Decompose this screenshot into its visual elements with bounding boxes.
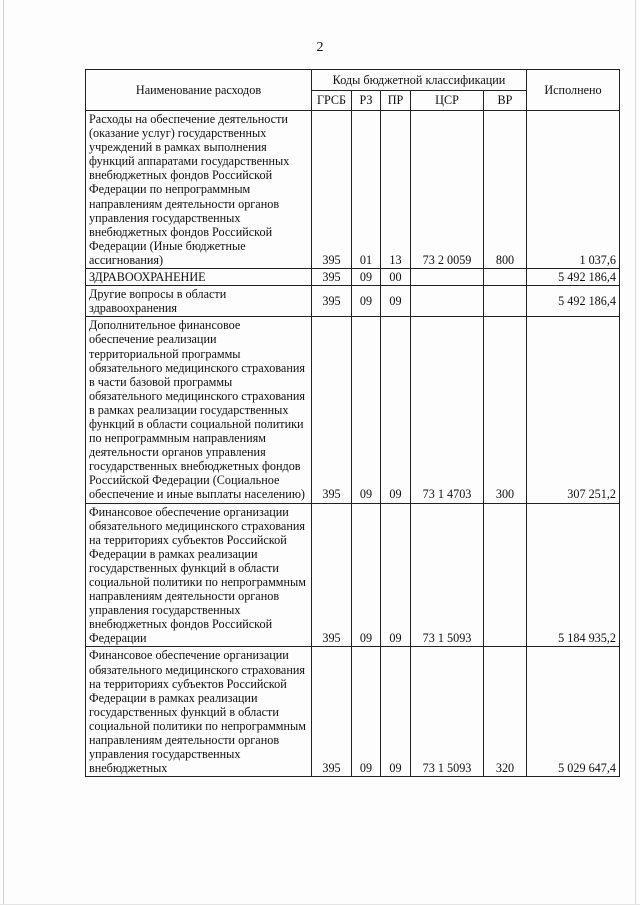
row-vr: 800	[484, 111, 527, 269]
row-done: 307 251,2	[527, 317, 620, 503]
header-grsb: ГРСБ	[312, 91, 352, 111]
header-vr: ВР	[484, 91, 527, 111]
row-name: Финансовое обеспечение организации обязательного медицинского страхования на территориях субъектов Российской Федерации в рамках реализации государственных функций в области социальной политики по непрограммным направлениям деятельности органов управления государственных внебюджетных	[86, 647, 312, 777]
row-grsb: 395	[312, 317, 352, 503]
row-grsb: 395	[312, 111, 352, 269]
row-done: 1 037,6	[527, 111, 620, 269]
row-pr: 13	[381, 111, 411, 269]
row-csr	[411, 286, 484, 317]
table-header-row	[86, 70, 620, 91]
table-row	[86, 269, 620, 286]
row-rz: 09	[352, 503, 381, 647]
row-name: Дополнительное финансовое обеспечение реализации территориальной программы обязательного медицинского страхования в части базовой программы обязательного медицинского страхования в рамках реализации государственных функций в области социальной политики по непрограммным направлениям деятельности органов управления государственных внебюджетных фондов Российской Федерации (Социальное обеспечение и иные выплаты населению)	[86, 317, 312, 503]
row-name: Финансовое обеспечение организации обязательного медицинского страхования на территориях субъектов Российской Федерации в рамках реализации государственных функций в области социальной политики по непрограммным направлениям деятельности органов управления государственных внебюджетных фондов Российской Федерации	[86, 503, 312, 647]
row-done: 5 029 647,4	[527, 647, 620, 777]
row-done: 5 184 935,2	[527, 503, 620, 647]
row-pr: 09	[381, 647, 411, 777]
row-grsb: 395	[312, 286, 352, 317]
row-pr: 00	[381, 269, 411, 286]
row-vr	[484, 286, 527, 317]
scan-edge-left	[3, 0, 4, 905]
page-number: 2	[316, 40, 324, 55]
header-name: Наименование расходов	[86, 70, 312, 111]
header-done: Исполнено	[527, 70, 620, 111]
row-vr: 320	[484, 647, 527, 777]
table-row	[86, 647, 620, 777]
row-rz: 09	[352, 269, 381, 286]
row-csr: 73 1 5093	[411, 647, 484, 777]
row-grsb: 395	[312, 647, 352, 777]
table-row	[86, 286, 620, 317]
row-csr: 73 2 0059	[411, 111, 484, 269]
row-grsb: 395	[312, 269, 352, 286]
row-vr	[484, 269, 527, 286]
row-name: ЗДРАВООХРАНЕНИЕ	[86, 269, 312, 286]
budget-execution-table	[85, 69, 620, 777]
row-rz: 09	[352, 647, 381, 777]
row-pr: 09	[381, 503, 411, 647]
row-rz: 09	[352, 317, 381, 503]
header-rz: РЗ	[352, 91, 381, 111]
row-done: 5 492 186,4	[527, 269, 620, 286]
table-row	[86, 503, 620, 647]
row-rz: 09	[352, 286, 381, 317]
row-csr: 73 1 5093	[411, 503, 484, 647]
row-vr: 300	[484, 317, 527, 503]
table-row	[86, 111, 620, 269]
row-done: 5 492 186,4	[527, 286, 620, 317]
scan-edge-right	[635, 0, 636, 905]
header-csr: ЦСР	[411, 91, 484, 111]
row-vr	[484, 503, 527, 647]
row-pr: 09	[381, 286, 411, 317]
row-csr	[411, 269, 484, 286]
header-pr: ПР	[381, 91, 411, 111]
row-rz: 01	[352, 111, 381, 269]
row-pr: 09	[381, 317, 411, 503]
table-row	[86, 317, 620, 503]
row-name: Расходы на обеспечение деятельности (оказание услуг) государственных учреждений в рамках выполнения функций аппаратами государственных внебюджетных фондов Российской Федерации по непрограммным направлениям деятельности органов управления государственных внебюджетных фондов Российской Федерации (Иные бюджетные ассигнования)	[86, 111, 312, 269]
row-name: Другие вопросы в области здравоохранения	[86, 286, 312, 317]
row-grsb: 395	[312, 503, 352, 647]
header-codes-group: Коды бюджетной классификации	[312, 70, 527, 91]
row-csr: 73 1 4703	[411, 317, 484, 503]
